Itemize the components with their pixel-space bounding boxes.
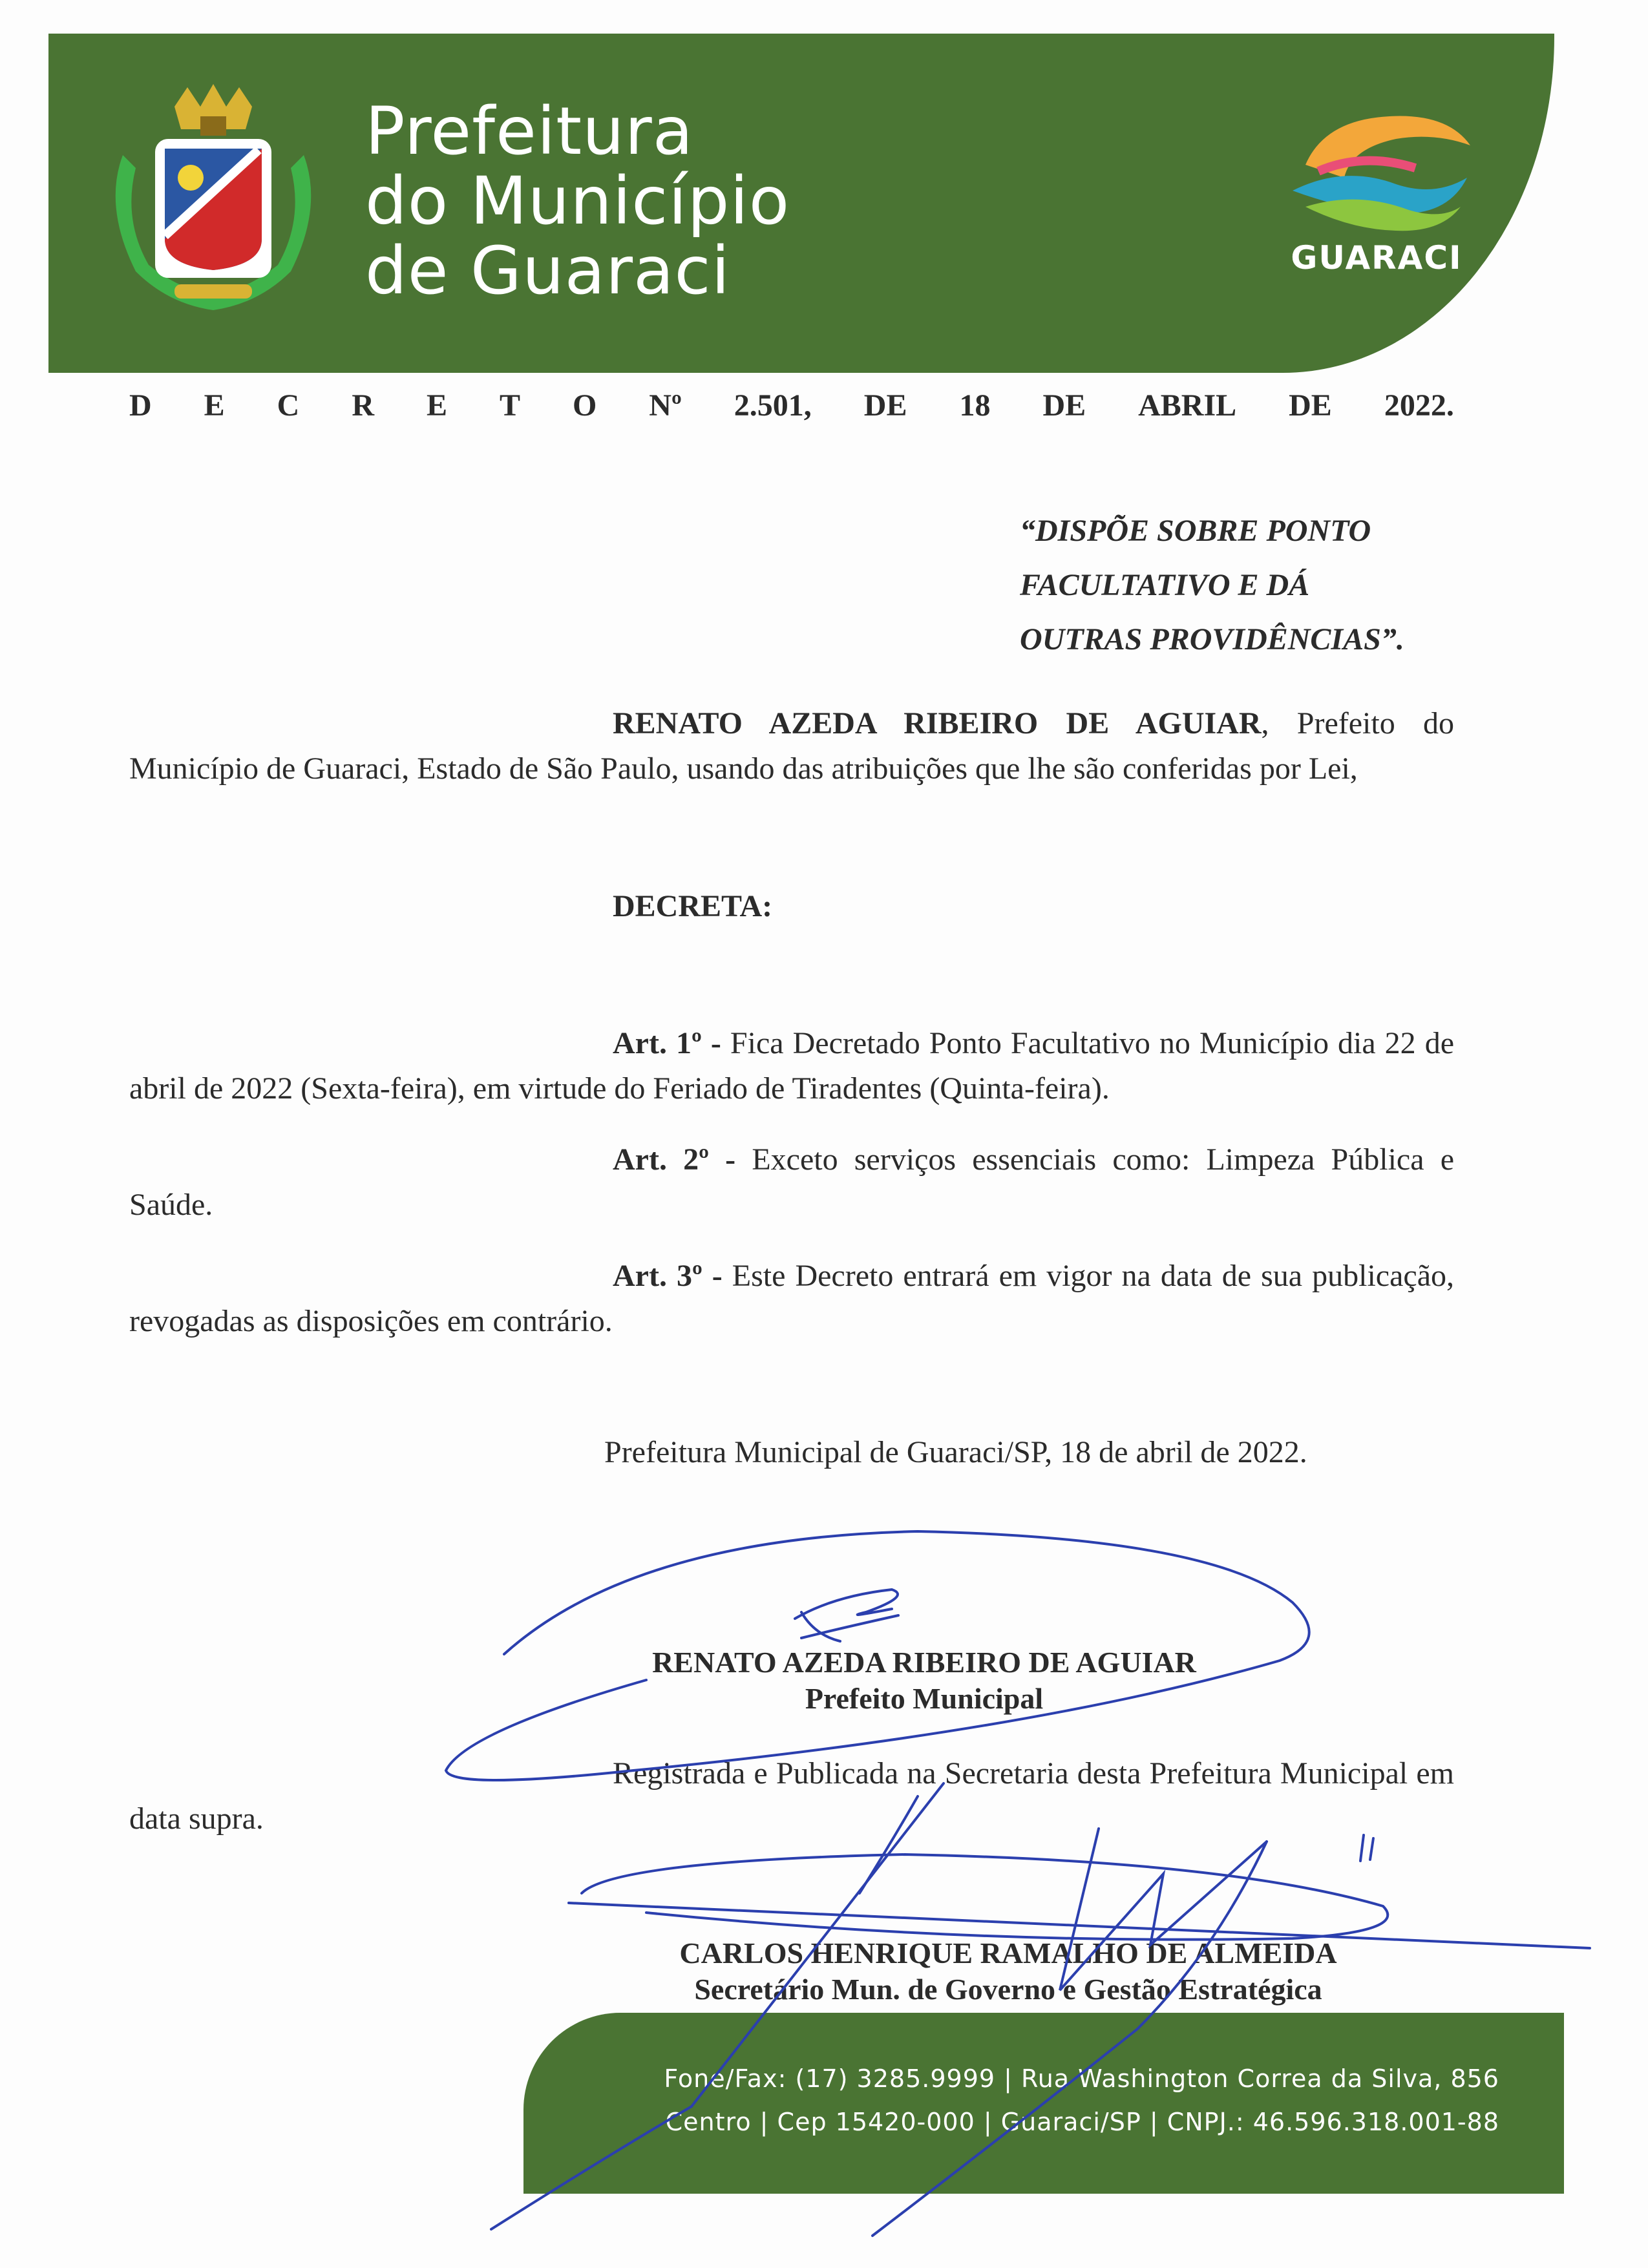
article-1 <box>129 1021 1454 1111</box>
article-label: Art. 1º - <box>613 1026 721 1060</box>
article-label: Art. 3º - <box>613 1259 723 1293</box>
preamble-text: , Prefeito do Município de Guaraci, Estado de São Paulo, usando das atribuições que lhe são conferidas por Lei, <box>129 706 1454 786</box>
decree-letter: E <box>204 388 225 423</box>
decree-summary-line-2: FACULTATIVO E DÁ <box>1020 568 1310 602</box>
decree-letter: R <box>352 388 374 423</box>
signatory-2 <box>620 1935 1396 2008</box>
decree-de-2: DE <box>1042 388 1086 423</box>
decree-letter: T <box>499 388 520 423</box>
decree-summary <box>1020 504 1472 667</box>
decree-summary-line-1: “DISPÕE SOBRE PONTO <box>1020 514 1371 548</box>
brand-name: GUARACI <box>1291 239 1463 277</box>
signatory-1 <box>536 1644 1312 1717</box>
article-text: Exceto serviços essenciais como: Limpeza Pública e Saúde. <box>129 1142 1455 1222</box>
article-text: Fica Decretado Ponto Facultativo no Município dia 22 de abril de 2022 (Sexta-feira), em virtude do Feriado de Tiradentes (Quinta-feira). <box>129 1026 1455 1106</box>
registration-text: Registrada e Publicada na Secretaria desta Prefeitura Municipal em data supra. <box>129 1756 1454 1836</box>
decree-letter: C <box>277 388 300 423</box>
decree-number: 2.501, <box>734 388 812 423</box>
decree-year: 2022. <box>1384 388 1454 423</box>
preamble-name: RENATO AZEDA RIBEIRO DE AGUIAR <box>613 706 1262 740</box>
article-label: Art. 2º - <box>613 1142 736 1177</box>
signatory-2-name: CARLOS HENRIQUE RAMALHO DE ALMEIDA <box>679 1937 1337 1969</box>
decree-de-1: DE <box>863 388 907 423</box>
decreta-heading: DECRETA: <box>613 889 773 923</box>
place-date: Prefeitura Municipal de Guaraci/SP, 18 de abril de 2022. <box>604 1435 1307 1469</box>
header-title-line-1: Prefeitura <box>365 93 694 170</box>
article-3 <box>129 1254 1454 1344</box>
decree-letter: D <box>129 388 152 423</box>
signatory-1-role: Prefeito Municipal <box>805 1682 1044 1715</box>
header-title <box>365 93 790 310</box>
footer-band <box>523 2013 1564 2194</box>
article-text: Este Decreto entrará em vigor na data de sua publicação, revogadas as disposições em contrário. <box>129 1259 1454 1338</box>
decree-letter: O <box>572 388 597 423</box>
header-title-line-3: de Guaraci <box>365 233 730 310</box>
decree-de-3: DE <box>1289 388 1332 423</box>
signatory-1-name: RENATO AZEDA RIBEIRO DE AGUIAR <box>652 1646 1196 1679</box>
decree-day: 18 <box>959 388 991 423</box>
footer-line-2: Centro | Cep 15420-000 | Guaraci/SP | CNPJ.: 46.596.318.001-88 <box>665 2108 1499 2136</box>
decree-summary-line-3: OUTRAS PROVIDÊNCIAS”. <box>1020 622 1404 656</box>
decree-letter: E <box>426 388 447 423</box>
municipal-coat-of-arms-icon <box>97 78 330 323</box>
preamble <box>129 701 1454 792</box>
decree-title <box>129 388 1454 423</box>
header-title-line-2: do Município <box>365 163 790 240</box>
article-2 <box>129 1137 1454 1228</box>
decree-number-label: Nº <box>649 388 682 423</box>
footer-line-1: Fone/Fax: (17) 3285.9999 | Rua Washington Correa da Silva, 856 <box>664 2064 1499 2093</box>
signatory-2-role: Secretário Mun. de Governo e Gestão Estratégica <box>694 1973 1322 2006</box>
decree-month: ABRIL <box>1138 388 1237 423</box>
